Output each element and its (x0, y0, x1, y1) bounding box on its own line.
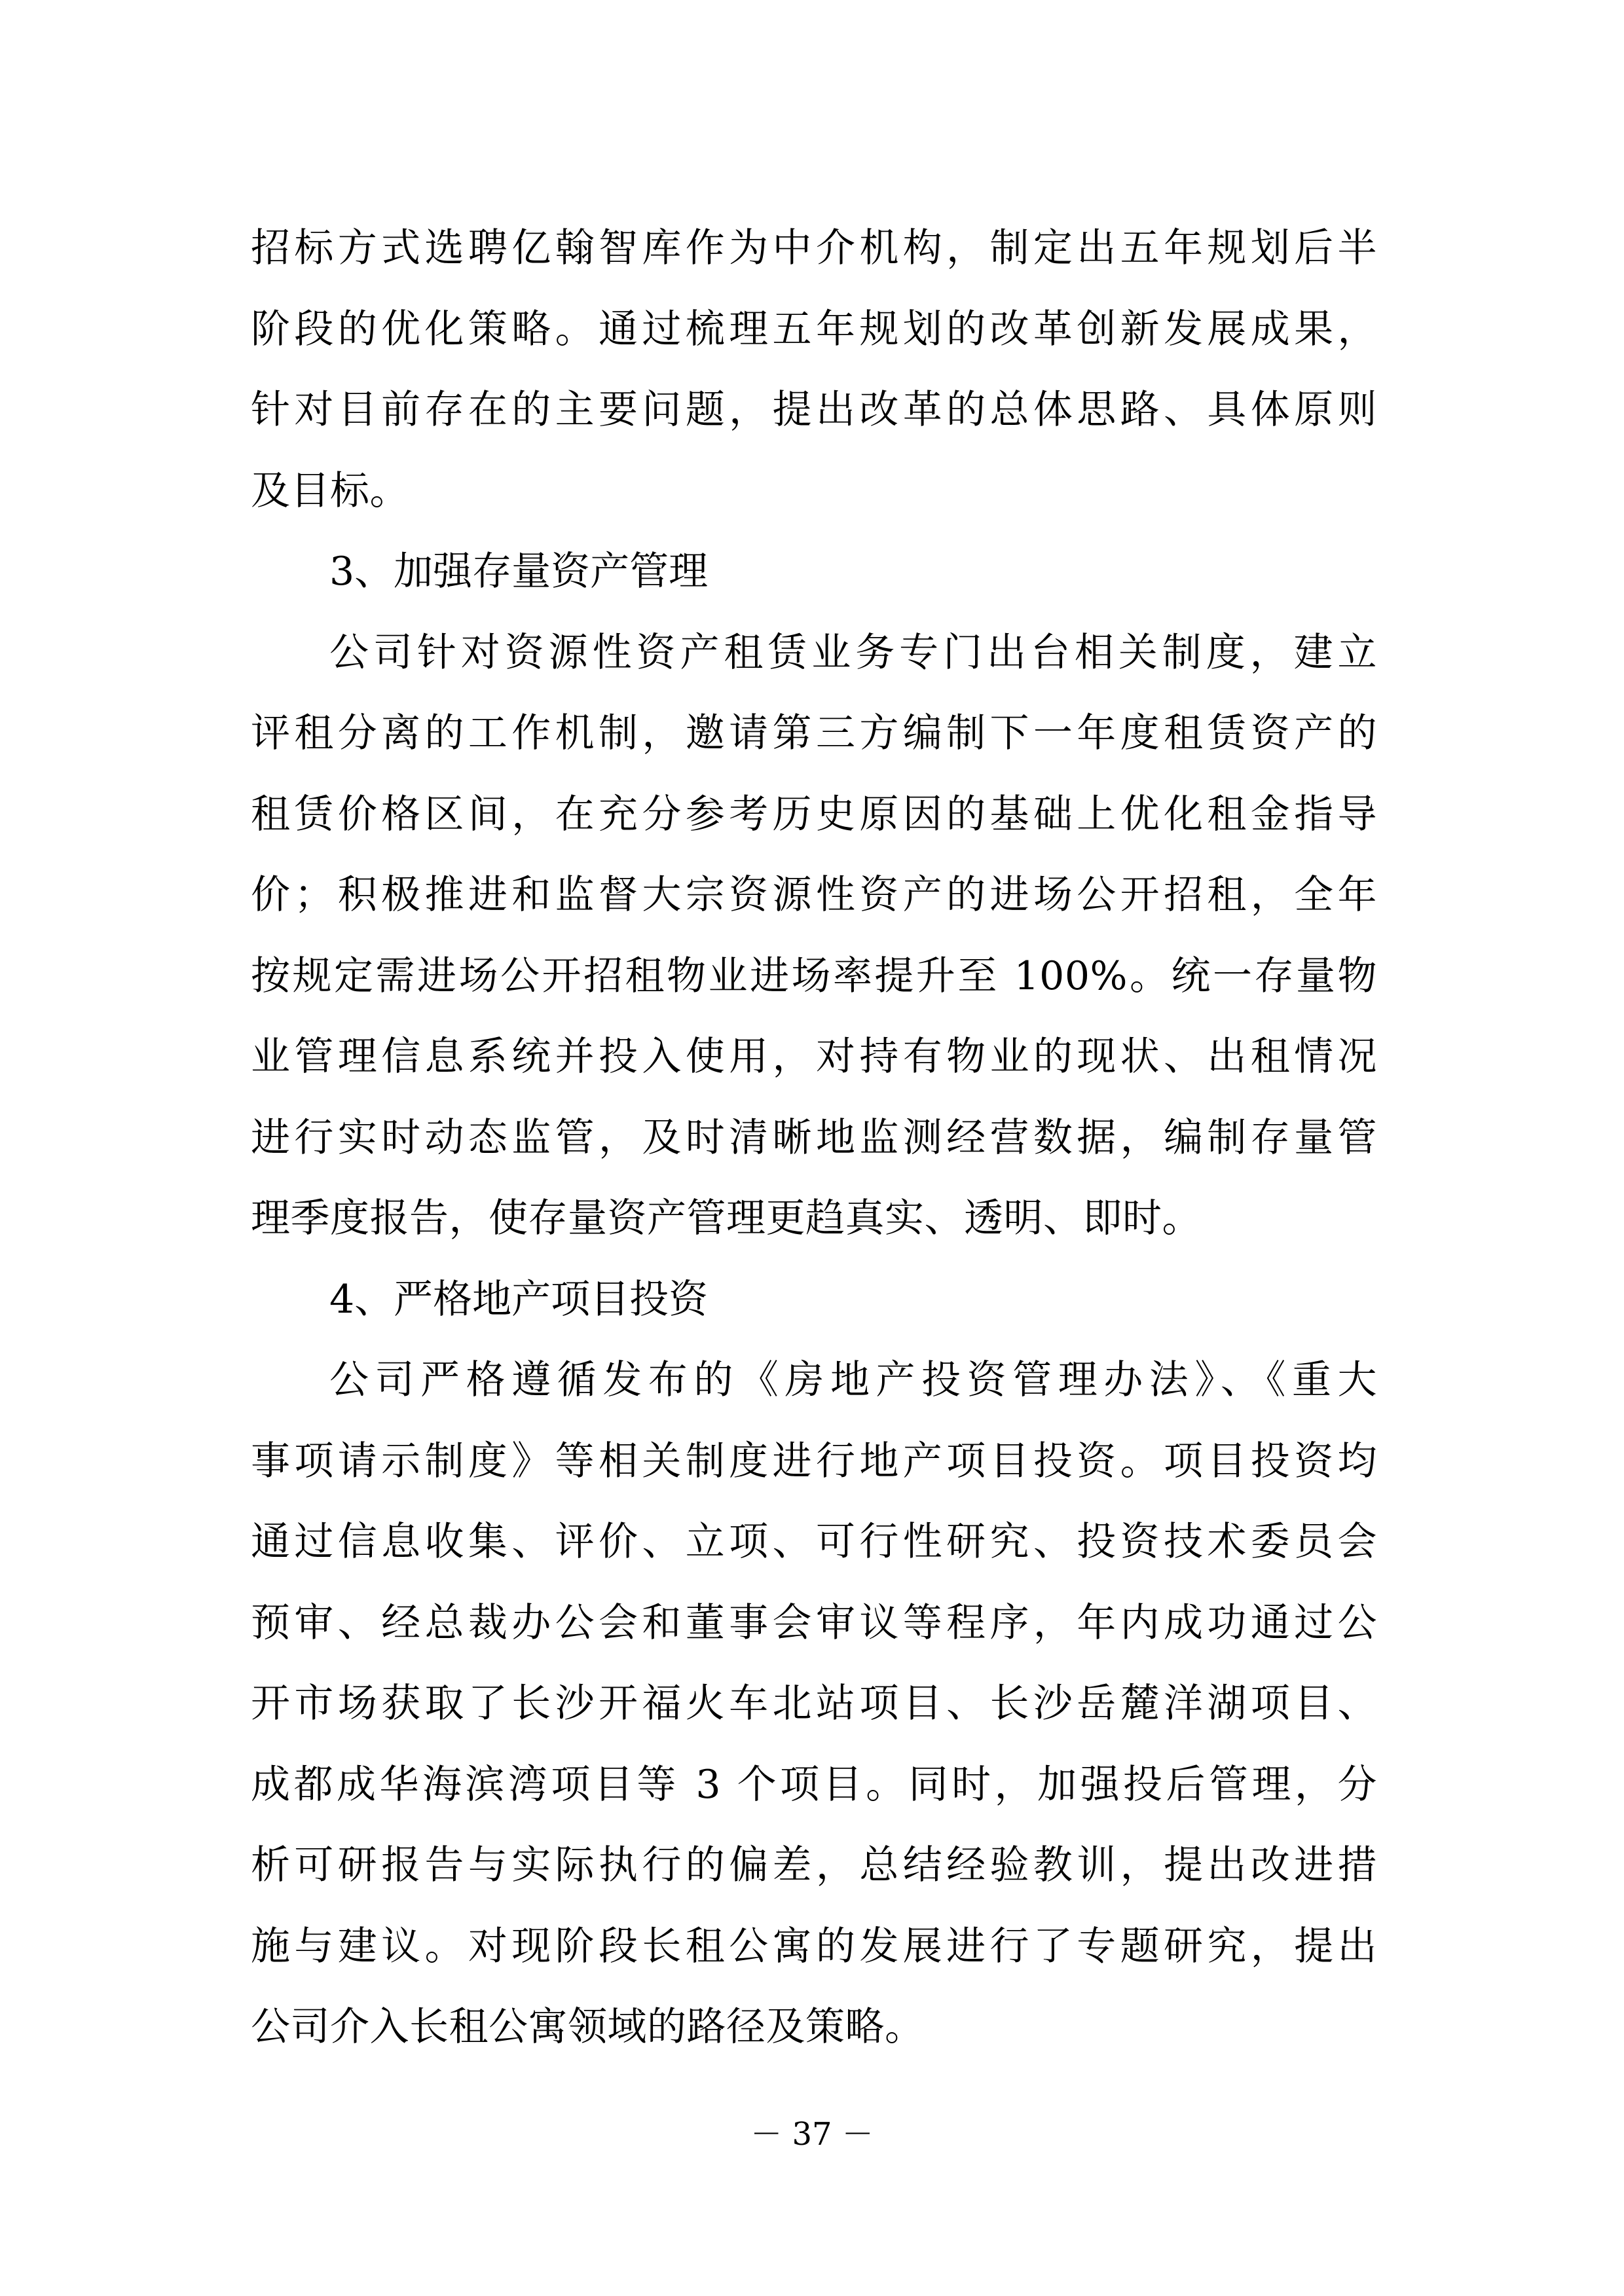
body-text (251, 208, 1377, 2068)
text-line: 价；积极推进和监督大宗资源性资产的进场公开招租，全年 (251, 872, 1377, 918)
text-line: 租赁价格区间，在充分参考历史原因的基础上优化租金指导 (251, 791, 1377, 837)
text-line: 公司严格遵循发布的《房地产投资管理办法》、《重大 (329, 1357, 1377, 1403)
text-line: 公司介入长租公寓领域的路径及策略。 (251, 2004, 925, 2050)
text-line: 公司针对资源性资产租赁业务专门出台相关制度，建立 (329, 629, 1377, 676)
text-line: 进行实时动态监管，及时清晰地监测经营数据，编制存量管 (251, 1114, 1377, 1161)
section-heading: 4、严格地产项目投资 (329, 1276, 709, 1322)
text-line: 针对目前存在的主要问题，提出改革的总体思路、具体原则 (251, 387, 1377, 433)
text-line: 阶段的优化策略。通过梳理五年规划的改革创新发展成果， (251, 306, 1377, 352)
paragraph (251, 613, 1377, 1260)
text-line: 按规定需进场公开招租物业进场率提升至 100%。统一存量物 (251, 953, 1377, 999)
text-line: 评租分离的工作机制，邀请第三方编制下一年度租赁资产的 (251, 710, 1377, 756)
text-line: 业管理信息系统并投入使用，对持有物业的现状、出租情况 (251, 1034, 1377, 1080)
text-line: 通过信息收集、评价、立项、可行性研究、投资技术委员会 (251, 1519, 1377, 1565)
text-line: 事项请示制度》等相关制度进行地产项目投资。项目投资均 (251, 1438, 1377, 1484)
text-line: 招标方式选聘亿翰智库作为中介机构，制定出五年规划后半 (251, 225, 1377, 271)
text-line: 析可研报告与实际执行的偏差，总结经验教训，提出改进措 (251, 1842, 1377, 1888)
paragraph (251, 208, 1377, 532)
text-line: 理季度报告，使存量资产管理更趋真实、透明、即时。 (251, 1195, 1202, 1241)
paragraph (251, 1340, 1377, 2068)
text-line: 及目标。 (251, 467, 409, 514)
text-line: 成都成华海滨湾项目等 3 个项目。同时，加强投后管理，分 (251, 1761, 1377, 1808)
page-number: － 37 － (750, 2116, 874, 2153)
text-line: 开市场获取了长沙开福火车北站项目、长沙岳麓洋湖项目、 (251, 1681, 1377, 1726)
section-heading: 3、加强存量资产管理 (329, 549, 709, 594)
text-line: 施与建议。对现阶段长租公寓的发展进行了专题研究，提出 (251, 1923, 1377, 1969)
text-line: 预审、经总裁办公会和董事会审议等程序，年内成功通过公 (251, 1599, 1377, 1646)
